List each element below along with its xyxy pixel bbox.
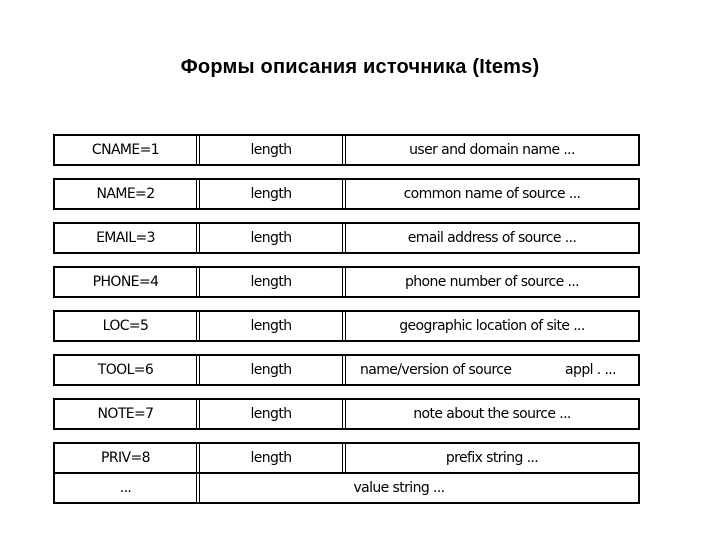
item-code: NAME=2 [55, 180, 200, 208]
item-code: LOC=5 [55, 312, 200, 340]
item-loc [53, 310, 640, 342]
item-length: length [200, 180, 346, 208]
item-length: length [200, 268, 346, 296]
item-code: PHONE=4 [55, 268, 200, 296]
item-name [53, 178, 640, 210]
value-string: value string ... [353, 480, 445, 496]
item-length: length [200, 224, 346, 252]
item-length: length [200, 312, 346, 340]
item-content-extra: appl . ... [565, 362, 616, 378]
item-content: note about the source ... [413, 406, 571, 422]
item-priv [53, 442, 640, 504]
item-length: length [200, 400, 346, 428]
item-content: prefix string ... [445, 450, 539, 466]
item-code: EMAIL=3 [55, 224, 200, 252]
item-phone [53, 266, 640, 298]
item-content: user and domain name ... [409, 142, 575, 158]
item-length: length [200, 444, 346, 472]
page-title: Формы описания источника (Items) [180, 56, 540, 78]
item-length: length [200, 136, 346, 164]
item-content: email address of source ... [407, 230, 577, 246]
item-content: name/version of source [360, 362, 512, 378]
item-code: NOTE=7 [55, 400, 200, 428]
item-code: PRIV=8 [55, 444, 200, 472]
item-content: common name of source ... [403, 186, 581, 202]
item-content: phone number of source ... [405, 274, 579, 290]
item-note [53, 398, 640, 430]
item-content: geographic location of site ... [399, 318, 585, 334]
item-code: TOOL=6 [55, 356, 200, 384]
item-tool [53, 354, 640, 386]
item-code: CNAME=1 [55, 136, 200, 164]
item-email [53, 222, 640, 254]
item-cname [53, 134, 640, 166]
continuation-left: ... [55, 474, 200, 502]
item-length: length [200, 356, 346, 384]
item-content-group [346, 356, 638, 384]
